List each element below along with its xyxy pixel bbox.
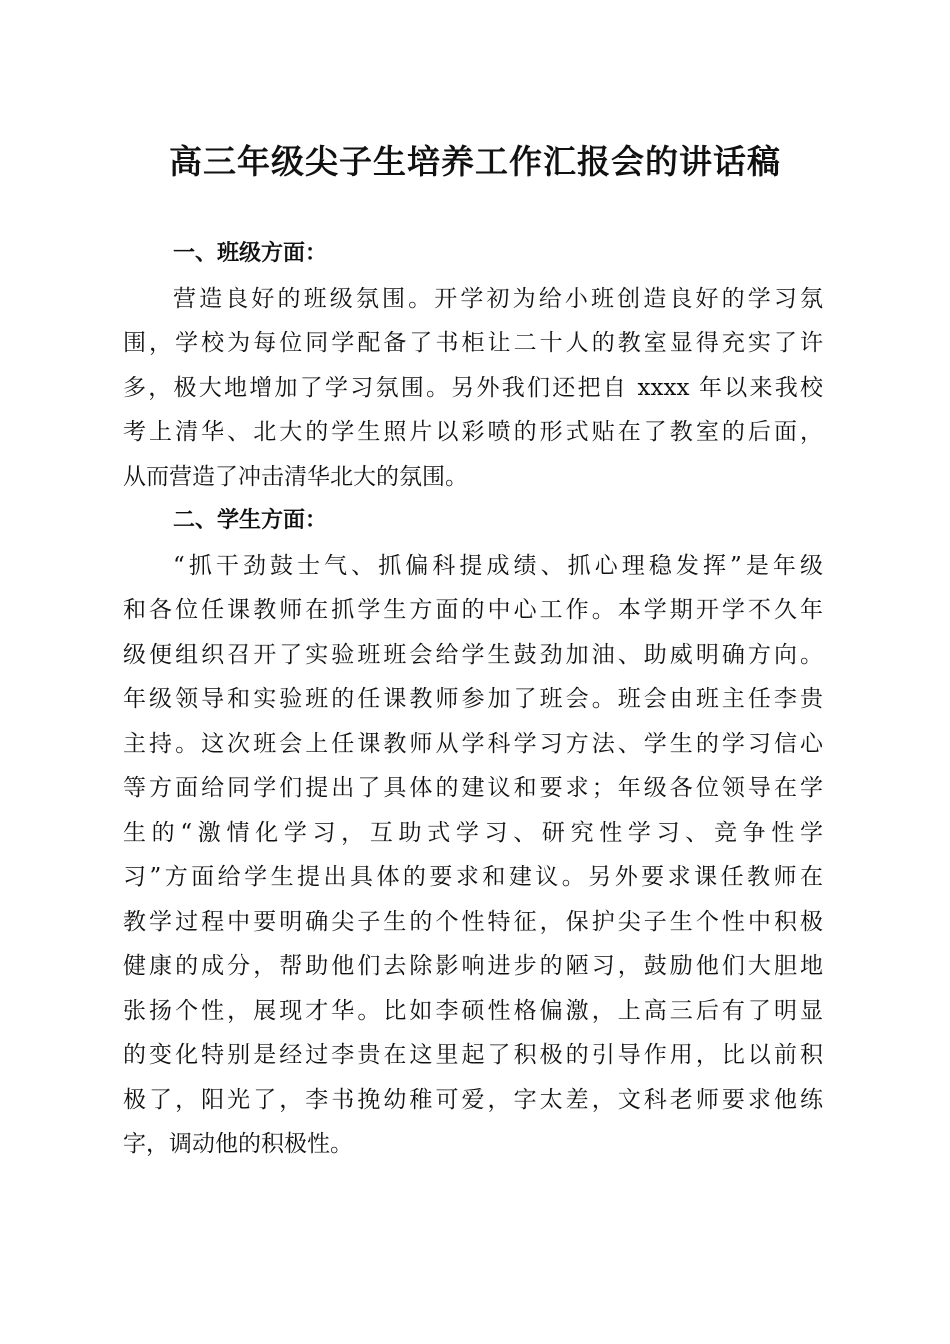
paragraph-line: 张扬个性，展现才华。比如李硕性格偏激，上高三后有了明显 (123, 997, 823, 1024)
paragraph-line: 从而营造了冲击清华北大的氛围。 (123, 463, 468, 490)
paragraph-line: 围，学校为每位同学配备了书柜让二十人的教室显得充实了许 (123, 330, 823, 356)
paragraph-line: 字，调动他的积极性。 (123, 1131, 353, 1157)
paragraph-line: 教学过程中要明确尖子生的个性特征，保护尖子生个性中积极 (123, 908, 823, 935)
paragraph (123, 544, 823, 1167)
paragraph (123, 277, 823, 500)
paragraph-line: 营造良好的班级氛围。开学初为给小班创造良好的学习氛 (173, 285, 823, 312)
paragraph-line: 等方面给同学们提出了具体的建议和要求；年级各位领导在学 (123, 775, 823, 801)
paragraph-line: 生的“激情化学习，互助式学习、研究性学习、竞争性学 (123, 819, 823, 846)
paragraph-line: 级便组织召开了实验班班会给学生鼓劲加油、助威明确方向。 (123, 641, 823, 668)
document-body (123, 232, 823, 1167)
paragraph-line: 极了，阳光了，李书挽幼稚可爱，字太差，文科老师要求他练 (123, 1086, 823, 1113)
paragraph-line: 习”方面给学生提出具体的要求和建议。另外要求课任教师在 (123, 864, 823, 890)
paragraph-line: 和各位任课教师在抓学生方面的中心工作。本学期开学不久年 (123, 597, 823, 623)
section-heading: 一、班级方面： (173, 241, 328, 266)
paragraph-line: 的变化特别是经过李贵在这里起了积极的引导作用，比以前积 (123, 1042, 823, 1068)
paragraph-line: 健康的成分，帮助他们去除影响进步的陋习，鼓励他们大胆地 (123, 953, 823, 979)
paragraph-line: 年级领导和实验班的任课教师参加了班会。班会由班主任李贵 (123, 686, 823, 712)
paragraph-line: “抓干劲鼓士气、抓偏科提成绩、抓心理稳发挥”是年级 (173, 552, 823, 579)
paragraph-line: 主持。这次班会上任课教师从学科学习方法、学生的学习信心 (123, 730, 823, 757)
paragraph-line: 考上清华、北大的学生照片以彩喷的形式贴在了教室的后面， (123, 419, 823, 445)
paragraph-line: 多，极大地增加了学习氛围。另外我们还把自 xxxx 年以来我校 (123, 374, 823, 401)
section-heading: 二、学生方面： (173, 508, 328, 533)
document-title: 高三年级尖子生培养工作汇报会的讲话稿 (169, 142, 781, 181)
